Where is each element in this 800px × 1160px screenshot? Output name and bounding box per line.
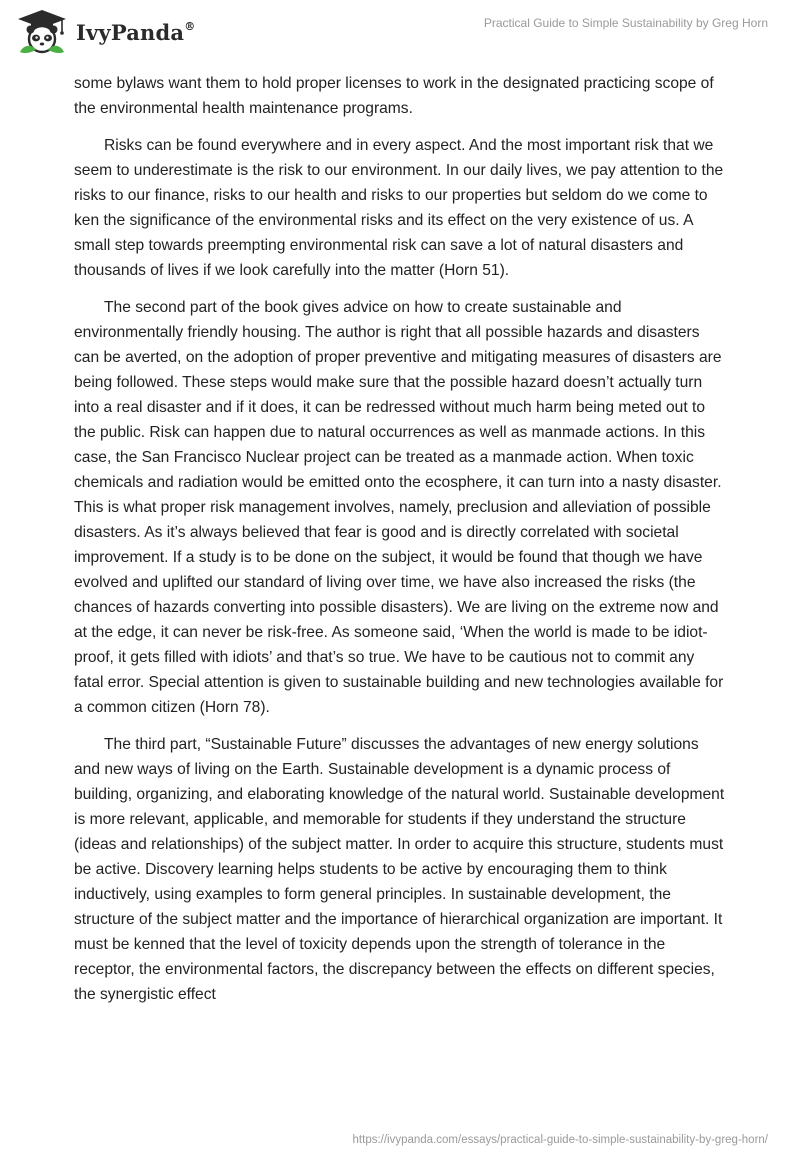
footer-url[interactable]: https://ivypanda.com/essays/practical-guide-to-simple-sustainability-by-greg-horn/ — [352, 1134, 768, 1146]
panda-graduate-icon[interactable] — [14, 8, 70, 56]
brand-name[interactable]: IvyPanda® — [76, 20, 196, 45]
paragraph: some bylaws want them to hold proper licenses to work in the designated practicing scope of the environmental health maintenance programs. — [74, 75, 714, 117]
document-title: Practical Guide to Simple Sustainability by Greg Horn — [483, 16, 768, 30]
paragraph: Risks can be found everywhere and in every aspect. And the most important risk that we seem to underestimate is the risk to our environment. In our daily lives, we pay attention to the risks to our finance, risks to our health and risks to our properties but seldom do we come to ken the significance of the environmental risks and its effect on the very existence of us. A small step towards preempting environmental risk can save a lot of natural disasters and thousands of lives if we look carefully into the matter (Horn 51). — [74, 137, 724, 279]
page-header — [0, 0, 800, 66]
essay-body — [74, 71, 726, 1019]
paragraph: The second part of the book gives advice on how to create sustainable and environmentally friendly housing. The author is right that all possible hazards and disasters can be averted, on the adoption of proper preventive and mitigating measures of disasters are being followed. These steps would make sure that the possible hazard doesn’t actually turn into a real disaster and if it does, it can be redressed without much harm being meted out to the public. Risk can happen due to natural occurrences as well as manmade actions. In this case, the San Francisco Nuclear project can be treated as a manmade action. When toxic chemicals and radiation would be emitted onto the ecosphere, it can turn into a nasty disaster. This is what proper risk management involves, namely, preclusion and alleviation of possible disasters. As it’s always believed that fear is good and is directly correlated with societal improvement. If a study is to be done on the subject, it would be found that though we have evolved and uplifted our standard of living over time, we have also increased the risks (the chances of hazards converting into possible disasters). We are living on the extreme now and at the edge, it can never be risk-free. As someone said, ‘When the world is made to be idiot-proof, it gets filled with idiots’ and that’s so true. We have to be cautious not to commit any fatal error. Special attention is given to sustainable building and new technologies available for a common citizen (Horn 78). — [74, 299, 724, 716]
paragraph: The third part, “Sustainable Future” discusses the advantages of new energy solutions and new ways of living on the Earth. Sustainable development is a dynamic process of building, organizing, and elaborating knowledge of the natural world. Sustainable development is more relevant, applicable, and memorable for students if they understand the structure (ideas and relationships) of the subject matter. In order to acquire this structure, students must be active. Discovery learning helps students to be active by encouraging them to think inductively, using examples to form general principles. In sustainable development, the structure of the subject matter and the importance of hierarchical organization are important. It must be kenned that the level of toxicity depends upon the strength of tolerance in the receptor, the environmental factors, the discrepancy between the effects on different species, the synergistic effect — [74, 736, 725, 1003]
